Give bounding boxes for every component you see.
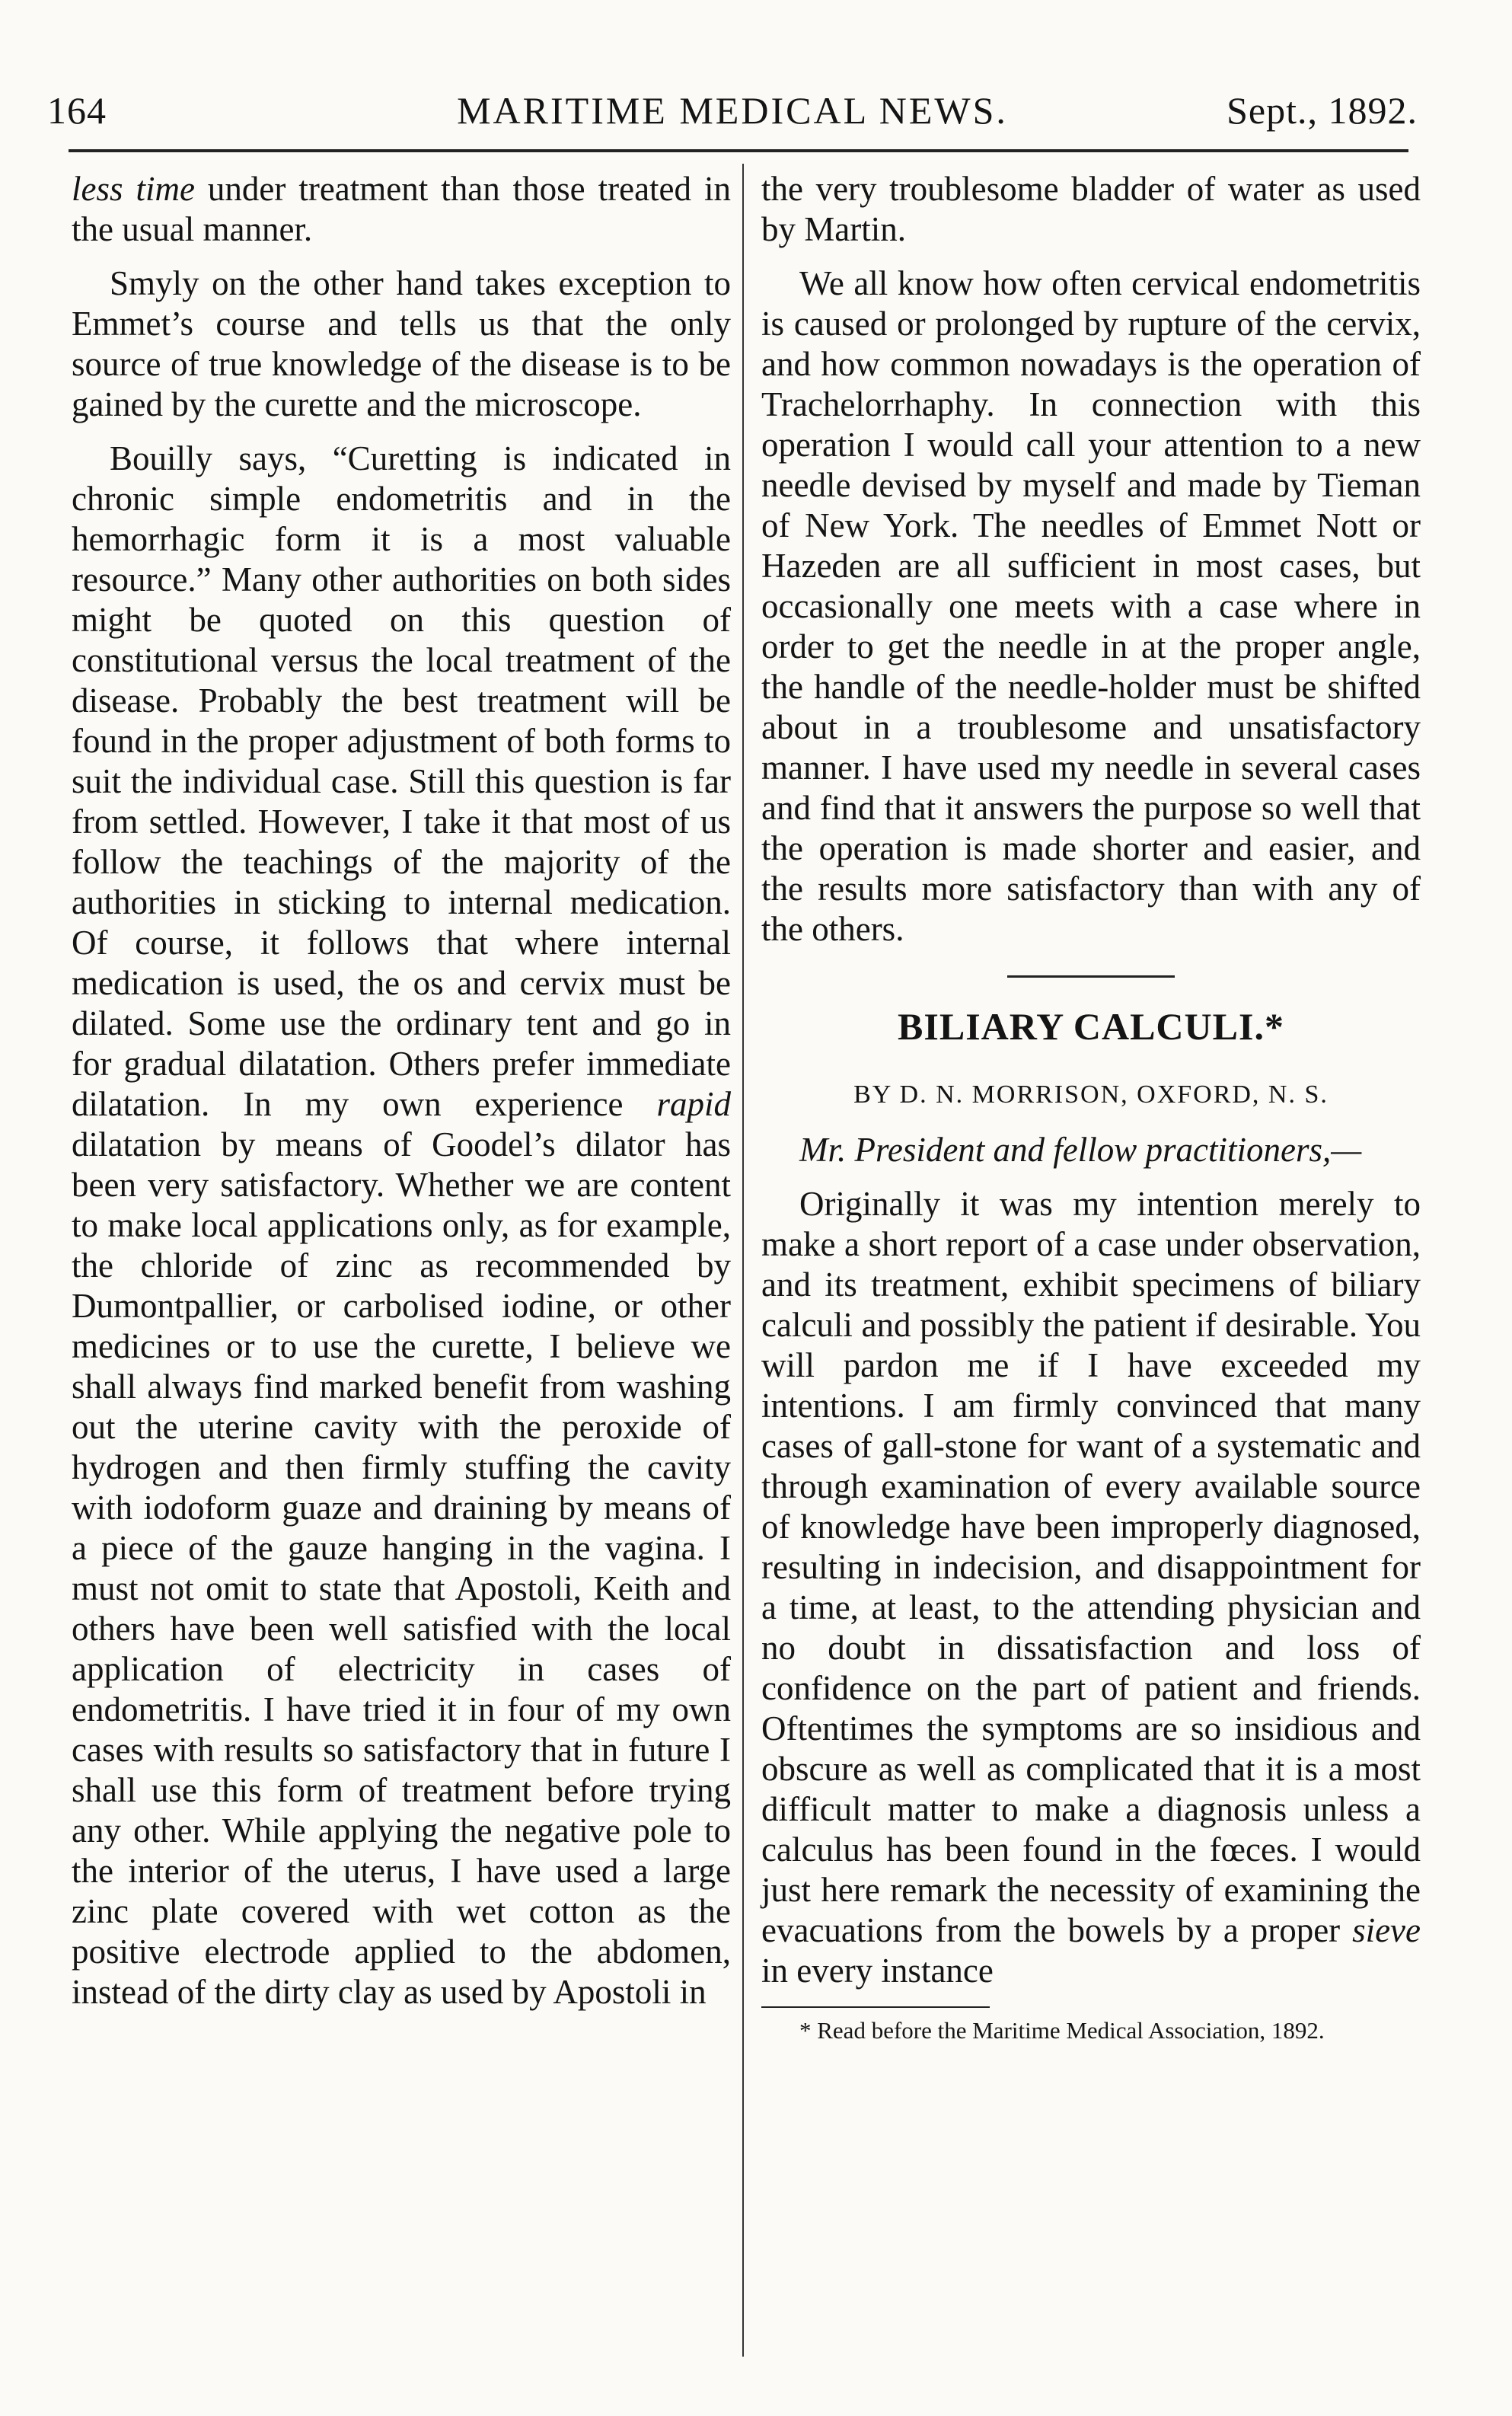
issue-date: Sept., 1892.	[1227, 89, 1418, 132]
paragraph-text: Bouilly says, “Curetting is indicated in chronic simple endometritis and in the hemorrhagic form it is a most valuable resource.” Many other authorities on both sides might be quoted on this question of constitutional versus the local treatment of the disease. Probably the best treatment will be found in the proper adjustment of both forms to suit the individual case. Still this question is far from settled. However, I take it that most of us follow the teachings of the majority of the authorities in sticking to internal medication. Of course, it follows that where internal medication is used, the os and cervix must be dilated. Some use the ordinary tent and go in for gradual dilatation. Others prefer immediate dilatation. In my own experience	[72, 439, 731, 1123]
article-byline: BY D. N. MORRISON, OXFORD, N. S.	[853, 1080, 1329, 1109]
right-column	[761, 169, 1421, 2060]
italic-phrase: less time	[72, 170, 195, 208]
paragraph: Smyly on the other hand takes exception to Emmet’s course and tells us that the only source of true knowledge of the disease is to be gained by the curette and the microscope.	[72, 264, 731, 423]
header-rule	[69, 149, 1408, 152]
page-header	[47, 75, 1418, 136]
paragraph-text: in every instance	[761, 1952, 994, 1990]
salutation: Mr. President and fellow practitioners,—	[799, 1131, 1362, 1169]
article-title: BILIARY CALCULI.*	[898, 1005, 1284, 1048]
left-column	[72, 169, 731, 2012]
column-divider	[742, 164, 744, 2357]
italic-word: sieve	[1352, 1911, 1421, 1949]
section-separator	[1007, 975, 1175, 978]
paragraph	[761, 1184, 1421, 1991]
paragraph	[72, 169, 731, 250]
paragraph-text: under treatment than those treated in the usual manner.	[72, 170, 732, 248]
journal-title: MARITIME MEDICAL NEWS.	[457, 89, 1008, 132]
paragraph: the very troublesome bladder of water as used by Martin.	[761, 170, 1421, 248]
page-number: 164	[47, 89, 107, 132]
paragraph	[72, 439, 731, 2012]
paragraph-text: dilatation by means of Goodel’s dilator has been very satisfactory. Whether we are content to make local applications only, as for example, the chloride of zinc as recommended by Dumontpallier, or carbolised iodine, or other medicines or to use the curette, I believe we shall always find marked benefit from washing out the uterine cavity with the peroxide of hydrogen and then firmly stuffing the cavity with iodoform guaze and draining by means of a piece of the gauze hanging in the vagina. I must not omit to state that Apostoli, Keith and others have been well satisfied with the local application of electricity in cases of endometritis. I have tried it in four of my own cases with results so satisfactory that in future I shall use this form of treatment before trying any other. While applying the negative pole to the interior of the uterus, I have used a large zinc plate covered with wet cotton as the positive electrode applied to the abdomen, instead of the dirty clay as used by Apostoli in	[72, 1125, 731, 2011]
paragraph-text: Originally it was my intention merely to make a short report of a case under observation, and its treatment, exhibit specimens of biliary calculi and possibly the patient if desirable. You will pardon me if I have exceeded my intentions. I am firmly convinced that many cases of gall-stone for want of a systematic and through examination of every available source of knowledge have been improperly diagnosed, resulting in indecision, and disappointment for a time, at least, to the attending physician and no doubt in dissatisfaction and loss of confidence on the part of patient and friends. Oftentimes the symptoms are so insidious and obscure as well as complicated that it is a most difficult matter to make a diagnosis unless a calculus has been found in the fœces. I would just here remark the necessity of examining the evacuations from the bowels by a proper	[761, 1185, 1421, 1949]
footnote: * Read before the Maritime Medical Association, 1892.	[799, 2017, 1325, 2044]
paragraph: We all know how often cervical endometritis is caused or prolonged by rupture of the cervix, and how common nowadays is the operation of Trachelorrhaphy. In connection with this operation I would call your attention to a new needle devised by myself and made by Tieman of New York. The needles of Emmet Nott or Hazeden are all sufficient in most cases, but occasionally one meets with a case where in order to get the needle in at the proper angle, the handle of the needle-holder must be shifted about in a troublesome and unsatisfactory manner. I have used my needle in several cases and find that it answers the purpose so well that the operation is made shorter and easier, and the results more satisfactory than with any of the others.	[761, 264, 1421, 948]
italic-word: rapid	[656, 1085, 731, 1123]
footnote-rule	[761, 2006, 990, 2008]
